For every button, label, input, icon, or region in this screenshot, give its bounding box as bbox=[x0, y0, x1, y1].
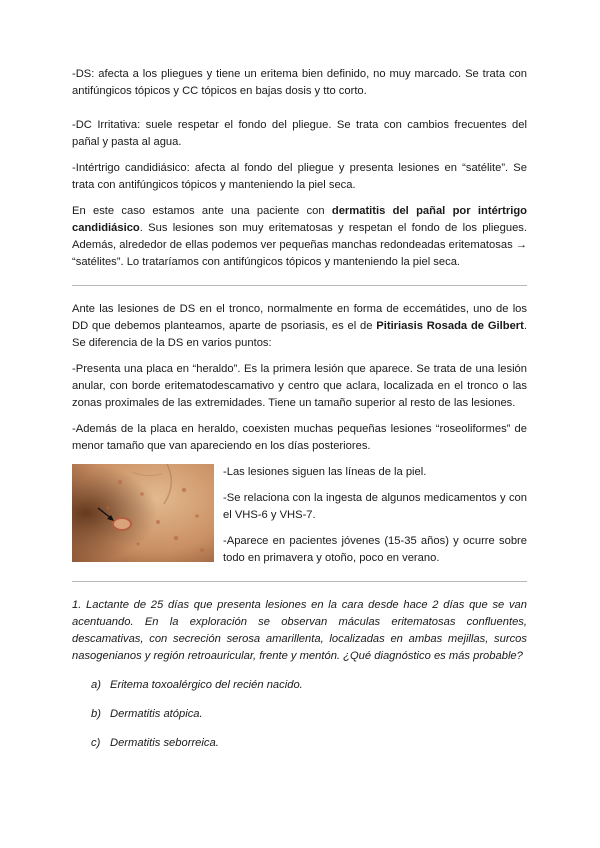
option-letter: c) bbox=[91, 737, 101, 749]
divider bbox=[72, 581, 527, 582]
case-text-pre: En este caso estamos ante una paciente con bbox=[72, 205, 332, 217]
paragraph-roseoliformes: -Además de la placa en heraldo, coexisten muchas pequeñas lesiones “roseoliformes” de menor tamaño que van apareciendo en los días posteriores. bbox=[72, 423, 527, 452]
intro-text-post: . Se diferencia de la DS en varios puntos: bbox=[72, 320, 527, 349]
paragraph-dc: -DC Irritativa: suele respetar el fondo del pliegue. Se trata con cambios frecuentes del pañal y pasta al agua. bbox=[72, 119, 527, 148]
figure-row bbox=[72, 464, 527, 576]
option-text: Dermatitis seborreica. bbox=[110, 737, 219, 749]
paragraph-intertrigo: -Intértrigo candidiásico: afecta al fondo del pliegue y presenta lesiones en “satélite”. Se trata con antifúngicos tópicos y manteniendo la piel seca. bbox=[72, 162, 527, 191]
document-page bbox=[72, 66, 527, 752]
question-text: 1. Lactante de 25 días que presenta lesiones en la cara desde hace 2 días que se van acentuando. En la exploración se observan máculas eritematosas confluentes, descamativas, con secreción serosa amarillenta, localizadas en ambas mejillas, surcos nasogenianos y región retroauricular, frente y mentón. ¿Qué diagnóstico es más probable? bbox=[72, 599, 527, 662]
case-diagnosis-bold: dermatitis del pañal por intértrigo candidiásico bbox=[72, 205, 527, 234]
option-text: Dermatitis atópica. bbox=[110, 708, 203, 720]
option-a bbox=[72, 677, 527, 694]
paragraph-case bbox=[72, 203, 527, 271]
option-b bbox=[72, 706, 527, 723]
paragraph-intro bbox=[72, 301, 527, 352]
intro-text-pre: Ante las lesiones de DS en el tronco, normalmente en forma de eccemátides, uno de los DD que debemos planteamos, aparte de psoriasis, es el de bbox=[72, 303, 527, 332]
pitiriasis-bold: Pitiriasis Rosada de Gilbert bbox=[376, 320, 524, 332]
note-jovenes: -Aparece en pacientes jóvenes (15-35 años) y ocurre sobre todo en primavera y otoño, poco en verano. bbox=[223, 535, 527, 564]
figure-notes bbox=[223, 464, 527, 576]
note-lineas: -Las lesiones siguen las líneas de la piel. bbox=[223, 466, 427, 478]
option-text: Eritema toxoalérgico del recién nacido. bbox=[110, 679, 303, 691]
paragraph-heraldo: -Presenta una placa en “heraldo”. Es la primera lesión que aparece. Se trata de una lesión anular, con borde eritematodescamativo y centro que aclara, localizada en el tronco o las zonas proximales de las extremidades. Tiene un tamaño superior al resto de las lesiones. bbox=[72, 363, 527, 409]
option-c bbox=[72, 735, 527, 752]
divider bbox=[72, 285, 527, 286]
case-text-post: . Sus lesiones son muy eritematosas y respetan el fondo de los pliegues. Además, alrededor de ellas podemos ver pequeñas manchas redondeadas eritematosas → “satélites”. Lo trataríamos con antifúngicos tópicos y manteniendo la piel seca. bbox=[72, 222, 527, 268]
paragraph-ds: -DS: afecta a los pliegues y tiene un eritema bien definido, no muy marcado. Se trata con antifúngicos tópicos y CC tópicos en bajas dosis y tto corto. bbox=[72, 68, 527, 97]
note-medicamentos: -Se relaciona con la ingesta de algunos medicamentos y con el VHS-6 y VHS-7. bbox=[223, 492, 527, 521]
question-block bbox=[72, 597, 527, 665]
option-letter: b) bbox=[91, 708, 101, 720]
skin-lesion-photo bbox=[72, 464, 214, 562]
option-letter: a) bbox=[91, 679, 101, 691]
